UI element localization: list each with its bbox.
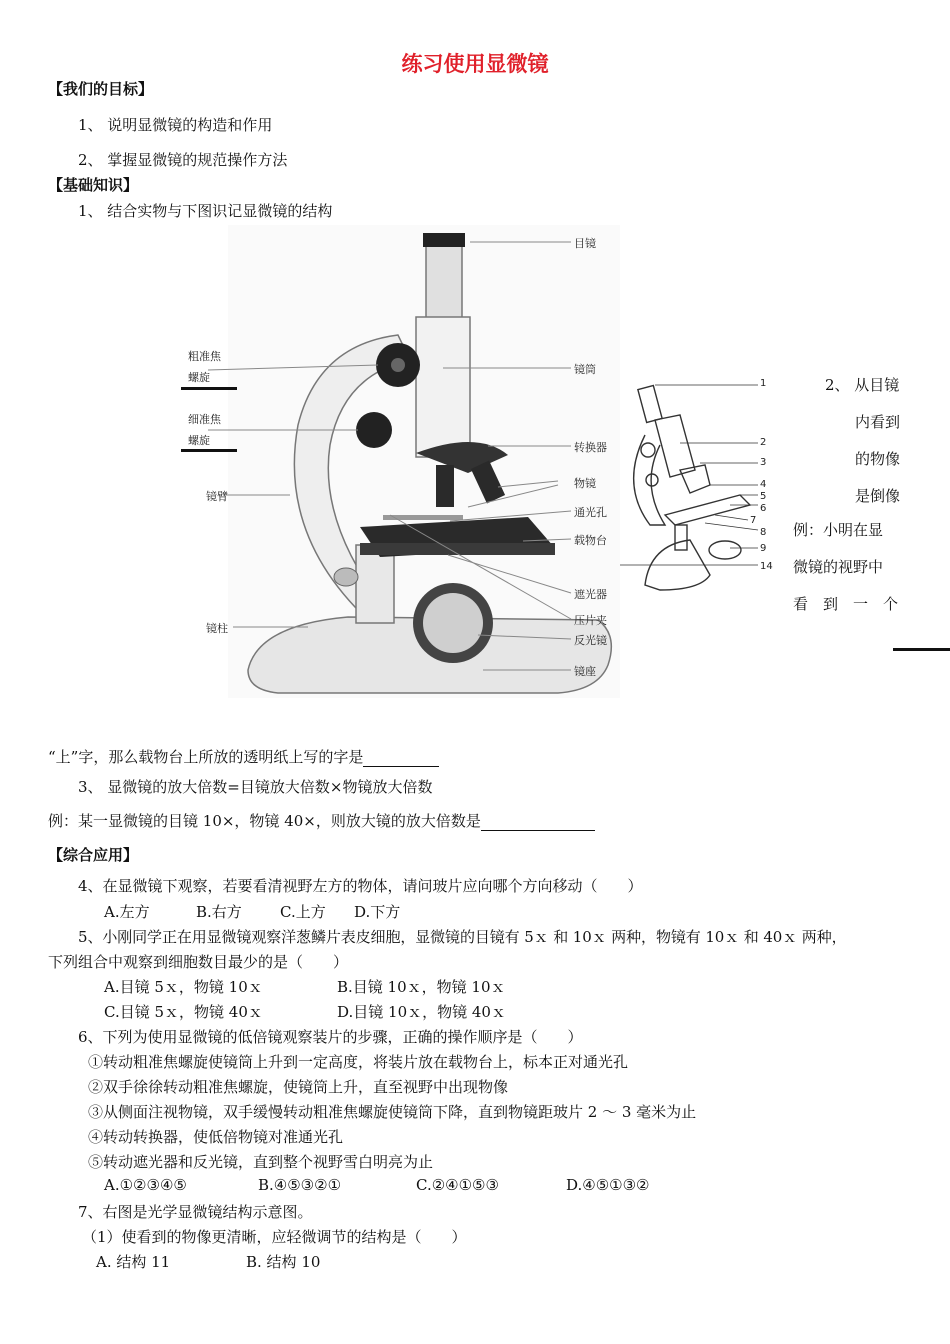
q5-option-b[interactable]: B.目镜 10ｘ，物镜 10ｘ [337,978,506,996]
goal-1: 1、 说明显微镜的构造和作用 [78,116,273,134]
microscope-figure [178,225,620,698]
item3-example [48,810,595,831]
item2-side-2: 内看到 [855,413,901,431]
item2-answer-line [893,648,950,651]
label-coarse-1: 粗准焦 [188,350,221,363]
item2-side-6: 微镜的视野中 [793,558,884,576]
label-clip: 压片夹 [574,614,607,627]
diagram-num-3: 3 [760,457,767,468]
q6-step-5: ⑤转动遮光器和反光镜，直到整个视野雪白明亮为止 [88,1153,434,1171]
q6-option-b[interactable]: B.④⑤③②① [258,1176,342,1194]
question-4: 4、在显微镜下观察，若要看清视野左方的物体，请问玻片应向哪个方向移动（ ） [78,877,643,895]
item2-side-7: 看 到 一 个 [793,595,899,613]
q4-option-d[interactable]: D.下方 [354,903,401,921]
item2-side-3: 的物像 [855,450,901,468]
q4-option-c[interactable]: C.上方 [280,903,326,921]
q6-option-c[interactable]: C.②④①⑤③ [416,1176,499,1194]
q5-option-d[interactable]: D.目镜 10ｘ，物镜 40ｘ [337,1003,506,1021]
goal-2: 2、 掌握显微镜的规范操作方法 [78,151,288,169]
diagram-num-4: 4 [760,479,767,490]
q4-option-b[interactable]: B.右方 [196,903,242,921]
label-eyepiece: 目镜 [574,237,596,250]
q7-1-option-b[interactable]: B. 结构 10 [246,1253,321,1271]
label-converter: 转换器 [574,441,607,454]
item2-blank[interactable] [363,752,439,767]
microscope-diagram [620,375,773,605]
item2-side-5: 例：小明在显 [793,521,884,539]
diagram-num-8: 8 [760,527,767,538]
label-pillar: 镜柱 [206,622,228,635]
label-base: 镜座 [574,665,596,678]
label-coarse-2: 螺旋 [188,371,210,384]
section-apply-heading: 【综合应用】 [48,846,139,864]
question-6: 6、下列为使用显微镜的低倍镜观察装片的步骤，正确的操作顺序是（ ） [78,1028,583,1046]
question-5-line-1: 5、小刚同学正在用显微镜观察洋葱鳞片表皮细胞，显微镜的目镜有 5ｘ 和 10ｘ 两种，物镜有 10ｘ 和 40ｘ 两种， [78,928,847,946]
question-5-line-2: 下列组合中观察到细胞数目最少的是（ ） [48,953,349,971]
label-objective: 物镜 [574,477,596,490]
q6-option-d[interactable]: D.④⑤①③② [566,1176,650,1194]
page-title: 练习使用显微镜 [401,52,549,76]
q5-option-c[interactable]: C.目镜 5ｘ，物镜 40ｘ [104,1003,263,1021]
label-aperture: 通光孔 [574,506,607,519]
diagram-num-1: 1 [760,378,767,389]
label-diaphragm: 遮光器 [574,588,607,601]
question-7-1: （1）使看到的物像更清晰，应轻微调节的结构是（ ） [82,1228,467,1246]
item2-continuation [48,746,439,767]
diagram-num-14: 14 [760,561,773,572]
diagram-num-5: 5 [760,491,767,502]
q5-option-a[interactable]: A.目镜 5ｘ，物镜 10ｘ [104,978,263,996]
diagram-num-2: 2 [760,437,767,448]
item2-side-1: 2、 从目镜 [825,376,900,394]
q7-1-option-a[interactable]: A. 结构 11 [96,1253,171,1271]
section-basics-heading: 【基础知识】 [48,176,139,194]
label-stage: 载物台 [574,534,607,547]
microscope-illustration [178,225,620,698]
fine-answer-line [181,449,237,452]
label-arm: 镜臂 [206,490,228,503]
section-goals-heading: 【我们的目标】 [48,80,154,98]
diagram-num-9: 9 [760,543,767,554]
label-fine-1: 细准焦 [188,413,221,426]
basics-item-3: 3、 显微镜的放大倍数=目镜放大倍数×物镜放大倍数 [78,778,433,796]
label-mirror: 反光镜 [574,634,607,647]
item3-blank[interactable] [481,816,595,831]
label-fine-2: 螺旋 [188,434,210,447]
q6-option-a[interactable]: A.①②③④⑤ [104,1176,187,1194]
microscope-line-drawing [620,375,770,605]
q4-option-a[interactable]: A.左方 [104,903,150,921]
q6-step-4: ④转动转换器，使低倍物镜对准通光孔 [88,1128,344,1146]
item3-example-text: 例：某一显微镜的目镜 10×，物镜 40×，则放大镜的放大倍数是 [48,812,481,830]
q6-step-3: ③从侧面注视物镜，双手缓慢转动粗准焦螺旋使镜筒下降，直到物镜距玻片 2 ～ 3 毫米为止 [88,1103,697,1121]
q6-step-1: ①转动粗准焦螺旋使镜筒上升到一定高度，将装片放在载物台上，标本正对通光孔 [88,1053,629,1071]
coarse-answer-line [181,387,237,390]
item2-side-4: 是倒像 [855,487,901,505]
diagram-num-7: 7 [750,515,757,526]
item2-continuation-text: “上”字，那么载物台上所放的透明纸上写的字是 [48,748,364,766]
label-tube: 镜筒 [574,363,596,376]
diagram-num-6: 6 [760,503,767,514]
basics-item-1: 1、 结合实物与下图识记显微镜的结构 [78,202,333,220]
q6-step-2: ②双手徐徐转动粗准焦螺旋，使镜筒上升，直至视野中出现物像 [88,1078,509,1096]
question-7: 7、右图是光学显微镜结构示意图。 [78,1203,313,1221]
